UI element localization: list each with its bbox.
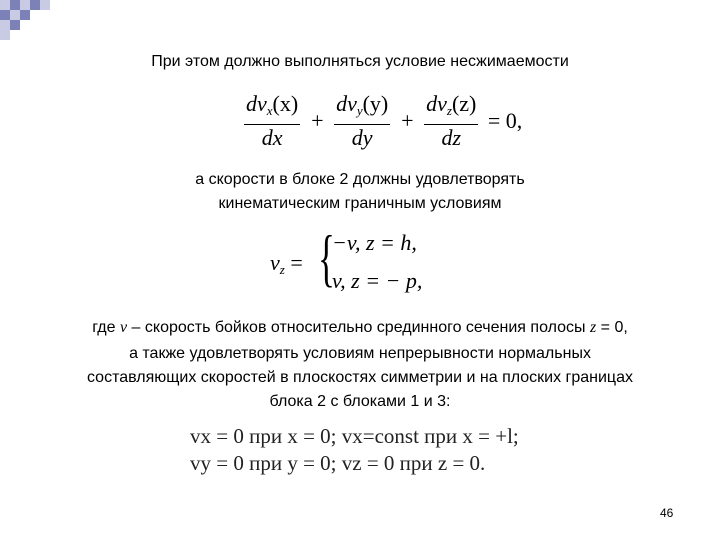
curly-brace: { — [318, 222, 335, 293]
corner-square — [10, 10, 20, 20]
corner-square — [20, 10, 30, 20]
paragraph-line-2: а также удовлетворять условиям непрерывности нормальных — [129, 345, 591, 362]
incompressibility-equation: $\frac{dv_x(x)}{dx}$ + $\frac{dv_y(y)}{dy}$ + $\frac{dv_z(z)}{dz}$ = 0, — [246, 91, 523, 150]
continuity-conditions — [190, 424, 519, 476]
continuity-line-1: vx = 0 при x = 0; vx=const при x = +l; — [190, 424, 519, 448]
corner-square — [10, 20, 20, 30]
corner-square — [0, 30, 10, 40]
lhs-vz: $v_z$ = — [270, 250, 303, 277]
fraction-y: $\frac{dv_y(y)}{dy}$ — [336, 91, 389, 150]
case-1: −v, z = h, — [332, 230, 417, 255]
paragraph-line-1: где v – скорость бойков относительно срединного сечения полосы z = 0, — [92, 319, 628, 336]
corner-square — [30, 0, 40, 10]
corner-square — [40, 0, 50, 10]
corner-square — [10, 0, 20, 10]
text-line-2: а скорости в блоке 2 должны удовлетворять — [195, 171, 525, 188]
text-line-3: кинематическим граничным условиям — [218, 195, 502, 212]
corner-square — [0, 10, 10, 20]
corner-square — [0, 0, 10, 10]
intro-line: При этом должно выполняться условие несжимаемости — [151, 53, 569, 70]
corner-square — [20, 0, 30, 10]
case-2: v, z = − p, — [332, 268, 423, 293]
paragraph-line-3: составляющих скоростей в плоскостях симметрии и на плоских границах — [87, 369, 633, 386]
corner-square — [0, 20, 10, 30]
fraction-x: $\frac{dv_x(x)}{dx}$ — [246, 91, 299, 150]
paragraph-line-4: блока 2 с блоками 1 и 3: — [269, 393, 451, 410]
boundary-condition-equation — [270, 222, 470, 298]
fraction-z: $\frac{dv_z(z)}{dz}$ — [426, 91, 477, 150]
page-number: 46 — [660, 506, 674, 520]
equation-rhs: = 0, — [487, 108, 523, 133]
continuity-line-2: vy = 0 при y = 0; vz = 0 при z = 0. — [190, 451, 486, 475]
